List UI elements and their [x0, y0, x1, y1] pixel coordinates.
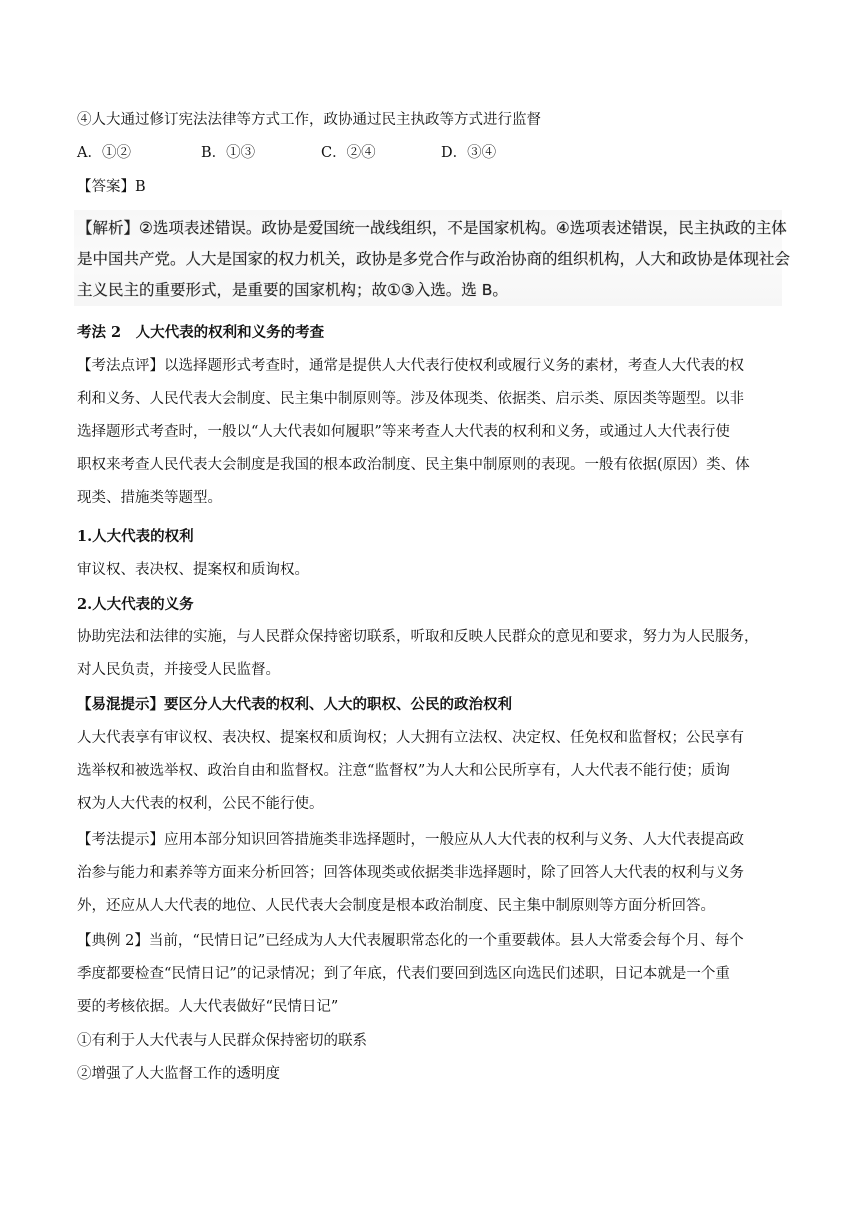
review-line-2: 利和义务、人民代表大会制度、民主集中制原则等。涉及体现类、依据类、启示类、原因类等题型。以非: [77, 391, 744, 407]
duties-line-1: 协助宪法和法律的实施，与人民群众保持密切联系，听取和反映人民群众的意见和要求，努力为人民服务，: [77, 629, 759, 645]
review-line-5: 现类、措施类等题型。: [77, 490, 222, 506]
duties-line-2: 对人民负责，并接受人民监督。: [77, 662, 280, 678]
tip-line-2: 选举权和被选举权、政治自由和监督权。注意“监督权”为人大和公民所享有，人大代表不能行使；质询: [77, 763, 730, 779]
tip-line-3: 权为人大代表的权利，公民不能行使。: [77, 796, 324, 812]
choice-b: B．①③: [201, 145, 256, 161]
hint-line-2: 治参与能力和素养等方面来分析回答；回答体现类或依据类非选择题时，除了回答人大代表的权利与义务: [77, 865, 744, 881]
example-line-3: 要的考核依据。人大代表做好“民情日记”: [77, 999, 339, 1015]
tip-title: 【易混提示】要区分人大代表的权利、人大的职权、公民的政治权利: [77, 696, 512, 713]
option-4-text: ④人大通过修订宪法法律等方式工作，政协通过民主执政等方式进行监督: [77, 112, 541, 128]
choice-c: C．②④: [321, 145, 376, 161]
tip-line-1: 人大代表享有审议权、表决权、提案权和质询权；人大拥有立法权、决定权、任免权和监督权；公民享有: [77, 730, 744, 746]
rights-title: 1.人大代表的权利: [77, 528, 194, 545]
example-line-1: 【典例 2】当前，“民情日记”已经成为人大代表履职常态化的一个重要载体。县人大常委会每个月、每个: [77, 933, 744, 949]
hint-line-1: 【考法提示】应用本部分知识回答措施类非选择题时，一般应从人大代表的权利与义务、人大代表提高政: [77, 832, 744, 848]
analysis-line-1: 【解析】②选项表述错误。政协是爱国统一战线组织，不是国家机构。④选项表述错误，民主执政的主体: [77, 219, 787, 237]
choice-d: D．③④: [441, 145, 497, 161]
review-line-3: 选择题形式考查时，一般以“人大代表如何履职”等来考查人大代表的权利和义务，或通过人大代表行使: [77, 424, 730, 440]
review-line-1: 【考法点评】以选择题形式考查时，通常是提供人大代表行使权利或履行义务的素材，考查人大代表的权: [77, 358, 744, 374]
hint-line-3: 外，还应从人大代表的地位、人民代表大会制度是根本政治制度、民主集中制原则等方面分析回答。: [77, 898, 715, 914]
choice-a: A．①②: [77, 145, 131, 161]
analysis-line-3: 主义民主的重要形式，是重要的国家机构；故①③入选。选 B。: [77, 281, 508, 299]
review-line-4: 职权来考查人民代表大会制度是我国的根本政治制度、民主集中制原则的表现。一般有依据(原因）类、体: [77, 457, 750, 473]
analysis-line-2: 是中国共产党。人大是国家的权力机关，政协是多党合作与政治协商的组织机构，人大和政协是体现社会: [77, 250, 791, 268]
choices-row: [77, 143, 577, 163]
rights-text: 审议权、表决权、提案权和质询权。: [77, 562, 309, 578]
section-heading: 考法 2 人大代表的权利和义务的考查: [77, 324, 325, 341]
example-option-1: ①有利于人大代表与人民群众保持密切的联系: [77, 1033, 367, 1049]
answer-line: 【答案】B: [77, 179, 146, 195]
duties-title: 2.人大代表的义务: [77, 596, 194, 613]
example-option-2: ②增强了人大监督工作的透明度: [77, 1066, 280, 1082]
example-line-2: 季度都要检查“民情日记”的记录情况；到了年底，代表们要回到选区向选民们述职，日记本就是一个重: [77, 966, 730, 982]
